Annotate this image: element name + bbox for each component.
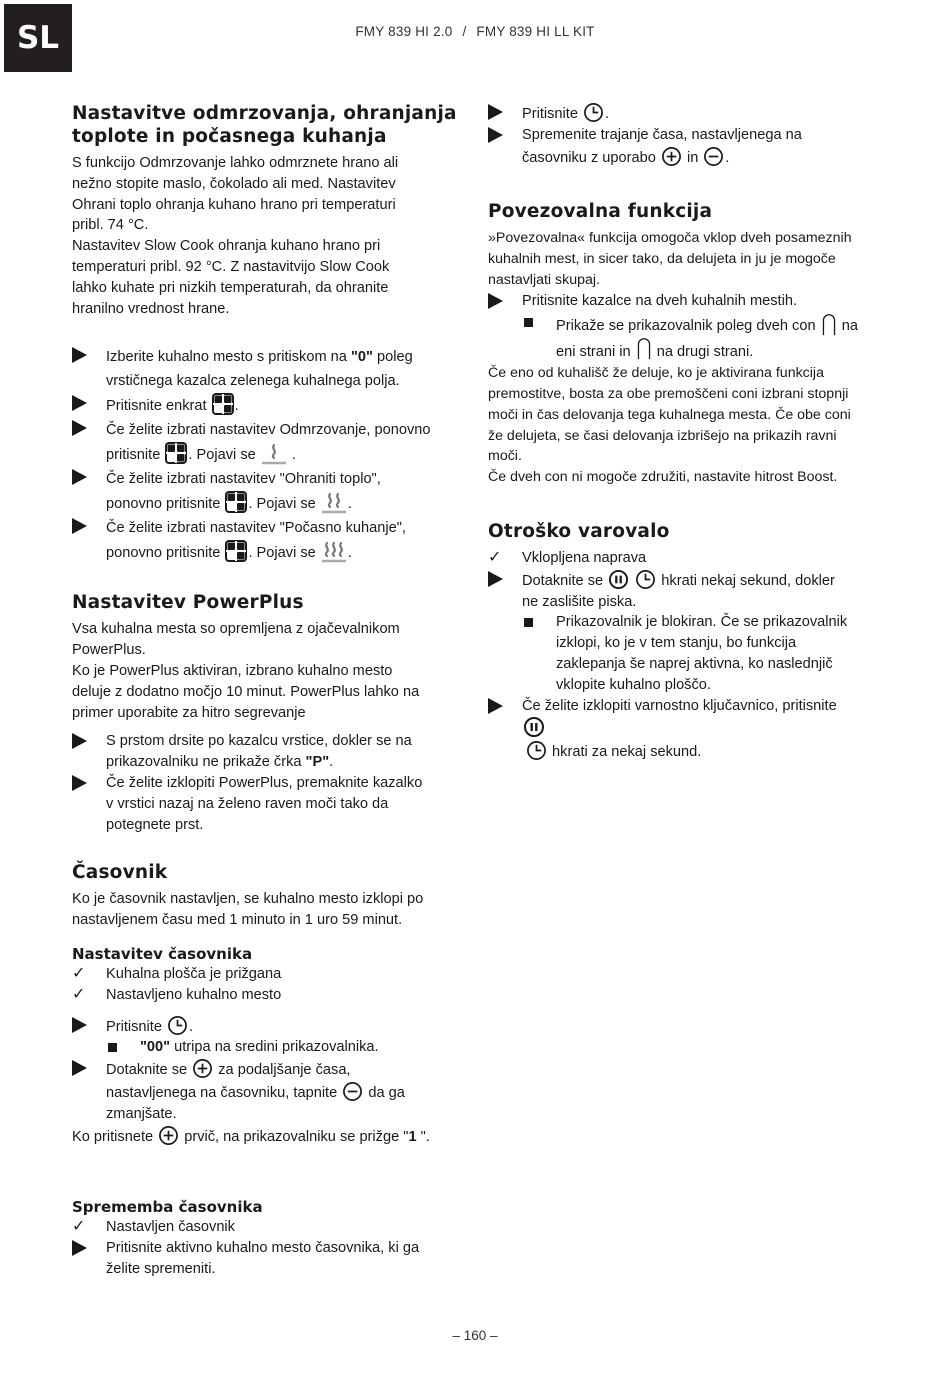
step-item <box>488 102 880 125</box>
emphasis: 1 <box>408 1128 421 1145</box>
clock-icon <box>635 569 656 590</box>
arch-bridge-icon <box>636 336 652 360</box>
text-line: v vrstici nazaj na želeno raven moči tako da <box>106 795 389 812</box>
text-line: Ko je PowerPlus aktiviran, izbrano kuhalno mesto <box>72 662 393 679</box>
step-item <box>72 418 464 467</box>
text: . <box>329 754 334 771</box>
text-line: temperaturi pribl. 92 °C. Z nastavitvijo Slow Cook <box>72 258 390 275</box>
text-line: kuhalnih mest, in sicer tako, da delujeta in ju je mogoče <box>488 251 836 268</box>
timer-section <box>72 861 464 1147</box>
text: Prikaže se prikazovalnik poleg dveh con <box>556 317 820 334</box>
step-item <box>72 345 464 393</box>
check-item <box>488 548 880 569</box>
language-tab: SL <box>4 4 72 72</box>
step-item <box>488 125 880 169</box>
text-line: Vsa kuhalna mesta so opremljena z ojačevalnikom <box>72 621 400 638</box>
text: Nastavljeno kuhalno mesto <box>106 986 282 1003</box>
plus-circle-icon <box>192 1058 213 1079</box>
text-line: primer uporabite za hitro segrevanje <box>72 704 306 721</box>
step-item <box>72 467 464 516</box>
text-line: zmanjšate. <box>106 1105 177 1122</box>
step-item <box>488 291 880 312</box>
text-line: Ohrani toplo ohranja kuhano hrano pri temperaturi <box>72 196 396 213</box>
text: utripa na sredini prikazovalnika. <box>170 1039 379 1056</box>
steam-one-icon <box>261 442 287 466</box>
pause-circle-icon <box>608 569 629 590</box>
text-line: že delujeta, se časi delovanja izbrišejo na prikazih ravni <box>488 427 837 444</box>
left-column <box>72 102 464 1280</box>
text-line: Prikazovalnik je blokiran. Če se prikazovalnik <box>556 614 848 631</box>
spacer <box>72 1006 464 1015</box>
text-line: »Povezovalna« funkcija omogoča vklop dveh posameznih <box>488 230 852 247</box>
text-line: Če želite izbrati nastavitev Odmrzovanje, ponovno <box>106 422 431 439</box>
steam-three-icon <box>321 540 347 564</box>
text-line: zaklepanja še naprej aktivna, ko naslednjič <box>556 655 833 672</box>
step-item <box>72 1015 464 1038</box>
text: . Pojavi se <box>188 447 260 464</box>
text: prikazovalniku ne prikaže črka <box>106 754 306 771</box>
triangle-bullet-icon <box>488 125 510 145</box>
text: ". <box>420 1128 430 1145</box>
check-item <box>72 985 464 1006</box>
text-line: moči. <box>488 448 522 465</box>
text: poleg <box>372 349 413 366</box>
text: ponovno pritisnite <box>106 545 225 562</box>
text-line: deluje z dodatno močjo 10 minut. PowerPlus lahko na <box>72 683 420 700</box>
square-bullet-icon <box>524 618 533 627</box>
model-name-a: FMY 839 HI 2.0 <box>355 24 453 39</box>
plus-circle-icon <box>661 146 682 167</box>
text: časovniku z uporabo <box>522 149 660 166</box>
text: hkrati nekaj sekund, dokler <box>657 572 835 589</box>
text: Pritisnite enkrat <box>106 398 211 415</box>
text: ponovno pritisnite <box>106 496 225 513</box>
emphasis: "00" <box>140 1039 171 1056</box>
triangle-bullet-icon <box>72 418 94 438</box>
check-item <box>72 1217 464 1238</box>
text: na drugi strani. <box>652 344 754 361</box>
text-line: S funkcijo Odmrzovanje lahko odmrznete hrano ali <box>72 155 399 171</box>
checkmark-icon: ✓ <box>72 964 86 982</box>
text: nastavljenega na časovniku, tapnite <box>106 1084 342 1101</box>
timer-continued <box>488 102 880 168</box>
child-lock-title: Otroško varovalo <box>488 520 670 542</box>
spacer <box>72 319 464 345</box>
step-item <box>72 731 464 773</box>
text-line: Če želite izklopiti PowerPlus, premaknite kazalko <box>106 774 423 791</box>
quadrant-button-icon <box>225 540 247 562</box>
text-line: želite spremeniti. <box>106 1260 216 1277</box>
right-column <box>488 102 880 763</box>
pause-circle-icon <box>523 716 545 738</box>
timer-subtitle: Nastavitev časovnika <box>72 944 253 963</box>
triangle-bullet-icon <box>488 102 510 122</box>
triangle-bullet-icon <box>488 291 510 311</box>
text-line: PowerPlus. <box>72 642 146 659</box>
text: . <box>347 545 352 562</box>
triangle-bullet-icon <box>72 731 94 751</box>
triangle-bullet-icon <box>72 516 94 536</box>
text-line: Nastavitev Slow Cook ohranja kuhano hrano pri <box>72 238 381 255</box>
text: Pritisnite kazalce na dveh kuhalnih mestih. <box>522 292 797 309</box>
timer-paragraph <box>72 889 464 931</box>
text-line: Spremenite trajanje časa, nastavljenega na <box>522 126 802 143</box>
spacer <box>72 835 464 861</box>
text-line: nastavljati skupaj. <box>488 271 600 288</box>
spacer <box>488 168 880 200</box>
triangle-bullet-icon <box>72 773 94 793</box>
text: . <box>725 149 730 166</box>
triangle-bullet-icon <box>72 1238 94 1258</box>
text-line: vklopite kuhalno ploščo. <box>556 676 711 693</box>
timer-change-title: Sprememba časovnika <box>72 1198 263 1217</box>
bridge-title: Povezovalna funkcija <box>488 201 713 223</box>
text: pritisnite <box>106 447 165 464</box>
step-item <box>72 393 464 418</box>
text-line: Pritisnite aktivno kuhalno mesto časovnika, ki ga <box>106 1240 420 1257</box>
text-line: Če dveh con ni mogoče združiti, nastavite hitrost Boost. <box>488 469 838 486</box>
page-number: – 160 – <box>452 1328 498 1343</box>
triangle-bullet-icon <box>72 393 94 413</box>
powerplus-paragraph <box>72 619 464 723</box>
triangle-bullet-icon <box>72 345 94 365</box>
emphasis: "P" <box>305 754 330 771</box>
triangle-bullet-icon <box>72 467 94 487</box>
text: Izberite kuhalno mesto s pritiskom na <box>106 349 351 366</box>
spacer <box>72 723 464 731</box>
arch-bridge-icon <box>821 312 837 336</box>
spacer <box>488 488 880 520</box>
steam-two-icon <box>321 491 347 515</box>
text: Pritisnite <box>106 1018 167 1035</box>
text: Pritisnite <box>522 106 583 122</box>
checkmark-icon: ✓ <box>488 548 502 566</box>
clock-icon <box>583 102 604 123</box>
text: Vklopljena naprava <box>522 549 647 566</box>
step-item <box>72 773 464 835</box>
text-line: Če želite izklopiti varnostno ključavnico, pritisnite <box>522 697 837 714</box>
quadrant-button-icon <box>225 491 247 513</box>
text: in <box>682 149 703 166</box>
text-line: izklopi, ko je v tem stanju, bo funkcija <box>556 635 797 652</box>
text: . <box>234 398 239 415</box>
text-line: vrstičnega kazalca zelenega kuhalnega polja. <box>106 373 400 390</box>
page-header <box>0 22 950 43</box>
triangle-bullet-icon <box>72 1015 94 1035</box>
text: Dotaknite se <box>522 572 608 589</box>
text: . <box>189 1018 194 1035</box>
slowcook-paragraph <box>72 236 464 319</box>
text: na <box>837 317 858 334</box>
model-name-b: FMY 839 HI LL KIT <box>476 24 595 39</box>
text: Dotaknite se <box>106 1062 192 1079</box>
result-item <box>488 312 880 364</box>
result-item <box>72 1037 464 1058</box>
step-item <box>72 516 464 565</box>
text-line: nežno stopite maslo, čokolado ali med. Nastavitev <box>72 175 396 192</box>
spacer <box>72 1147 464 1197</box>
quadrant-button-icon <box>212 393 234 415</box>
text-line: S prstom drsite po kazalcu vrstice, dokler se na <box>106 733 412 750</box>
text-line: Če želite izbrati nastavitev "Počasno kuhanje", <box>106 520 406 537</box>
text: da ga <box>364 1084 405 1101</box>
text: hkrati za nekaj sekund. <box>548 744 702 761</box>
minus-circle-icon <box>342 1081 363 1102</box>
quadrant-button-icon <box>165 442 187 464</box>
text-line: Če eno od kuhališč že deluje, ko je aktivirana funkcija <box>488 365 824 382</box>
text-line: ne zaslišite piska. <box>522 593 637 610</box>
timer-note <box>72 1125 464 1148</box>
text: eni strani in <box>556 344 635 361</box>
triangle-bullet-icon <box>72 1058 94 1078</box>
bridge-paragraph <box>488 363 880 488</box>
text-line: Če želite izbrati nastavitev "Ohraniti toplo", <box>106 471 381 488</box>
minus-circle-icon <box>703 146 724 167</box>
defrost-section <box>72 102 464 565</box>
timer-title: Časovnik <box>72 862 168 884</box>
square-bullet-icon <box>524 318 533 327</box>
clock-icon <box>167 1015 188 1036</box>
spacer <box>72 565 464 591</box>
text-line: premostitve, bosta za obe premoščeni coni izbrani stopnji <box>488 385 849 402</box>
powerplus-section <box>72 591 464 835</box>
powerplus-title: Nastavitev PowerPlus <box>72 592 304 614</box>
spacer <box>72 931 464 944</box>
text: prvič, na prikazovalniku se prižge " <box>180 1128 409 1145</box>
text-line: Ko je časovnik nastavljen, se kuhalno mesto izklopi po <box>72 891 424 908</box>
check-item <box>72 964 464 985</box>
bridge-section <box>488 200 880 488</box>
text: . Pojavi se <box>248 496 320 513</box>
timer-change-section <box>72 1197 464 1279</box>
triangle-bullet-icon <box>488 569 510 589</box>
emphasis: "0" <box>350 349 373 366</box>
defrost-title-line: Nastavitve odmrzovanja, ohranjanja <box>72 103 457 124</box>
text-line: moči in čas delovanja tega kuhalnega mesta. Če obe coni <box>488 406 851 423</box>
child-lock-section <box>488 520 880 763</box>
checkmark-icon: ✓ <box>72 985 86 1003</box>
result-item <box>488 612 880 695</box>
text: Kuhalna plošča je prižgana <box>106 965 282 982</box>
step-item <box>488 696 880 763</box>
step-item <box>72 1058 464 1124</box>
plus-circle-icon <box>158 1125 179 1146</box>
clock-icon <box>526 740 547 761</box>
text-line: pribl. 74 °C. <box>72 217 149 234</box>
text: . <box>347 496 352 513</box>
defrost-title-line: toplote in počasnega kuhanja <box>72 126 387 147</box>
text: . <box>287 447 296 464</box>
bridge-paragraph <box>488 228 880 290</box>
text-line: lahko kuhate pri nizkih temperaturah, da ohranite <box>72 279 389 296</box>
step-item <box>72 1238 464 1280</box>
text: . <box>605 106 610 122</box>
defrost-paragraph <box>72 153 464 236</box>
text: za podaljšanje časa, <box>214 1062 351 1079</box>
defrost-title <box>72 102 464 148</box>
square-bullet-icon <box>108 1043 117 1052</box>
text-line: nastavljenem času med 1 minuto in 1 uro 59 minut. <box>72 912 403 929</box>
text: Nastavljen časovnik <box>106 1219 235 1236</box>
text-line: potegnete prst. <box>106 816 204 833</box>
text: . Pojavi se <box>248 545 320 562</box>
checkmark-icon: ✓ <box>72 1218 86 1236</box>
header-separator: / <box>462 24 467 39</box>
triangle-bullet-icon <box>488 696 510 716</box>
step-item <box>488 569 880 613</box>
text: Ko pritisnete <box>72 1128 158 1145</box>
text-line: hranilno vrednost hrane. <box>72 300 230 317</box>
